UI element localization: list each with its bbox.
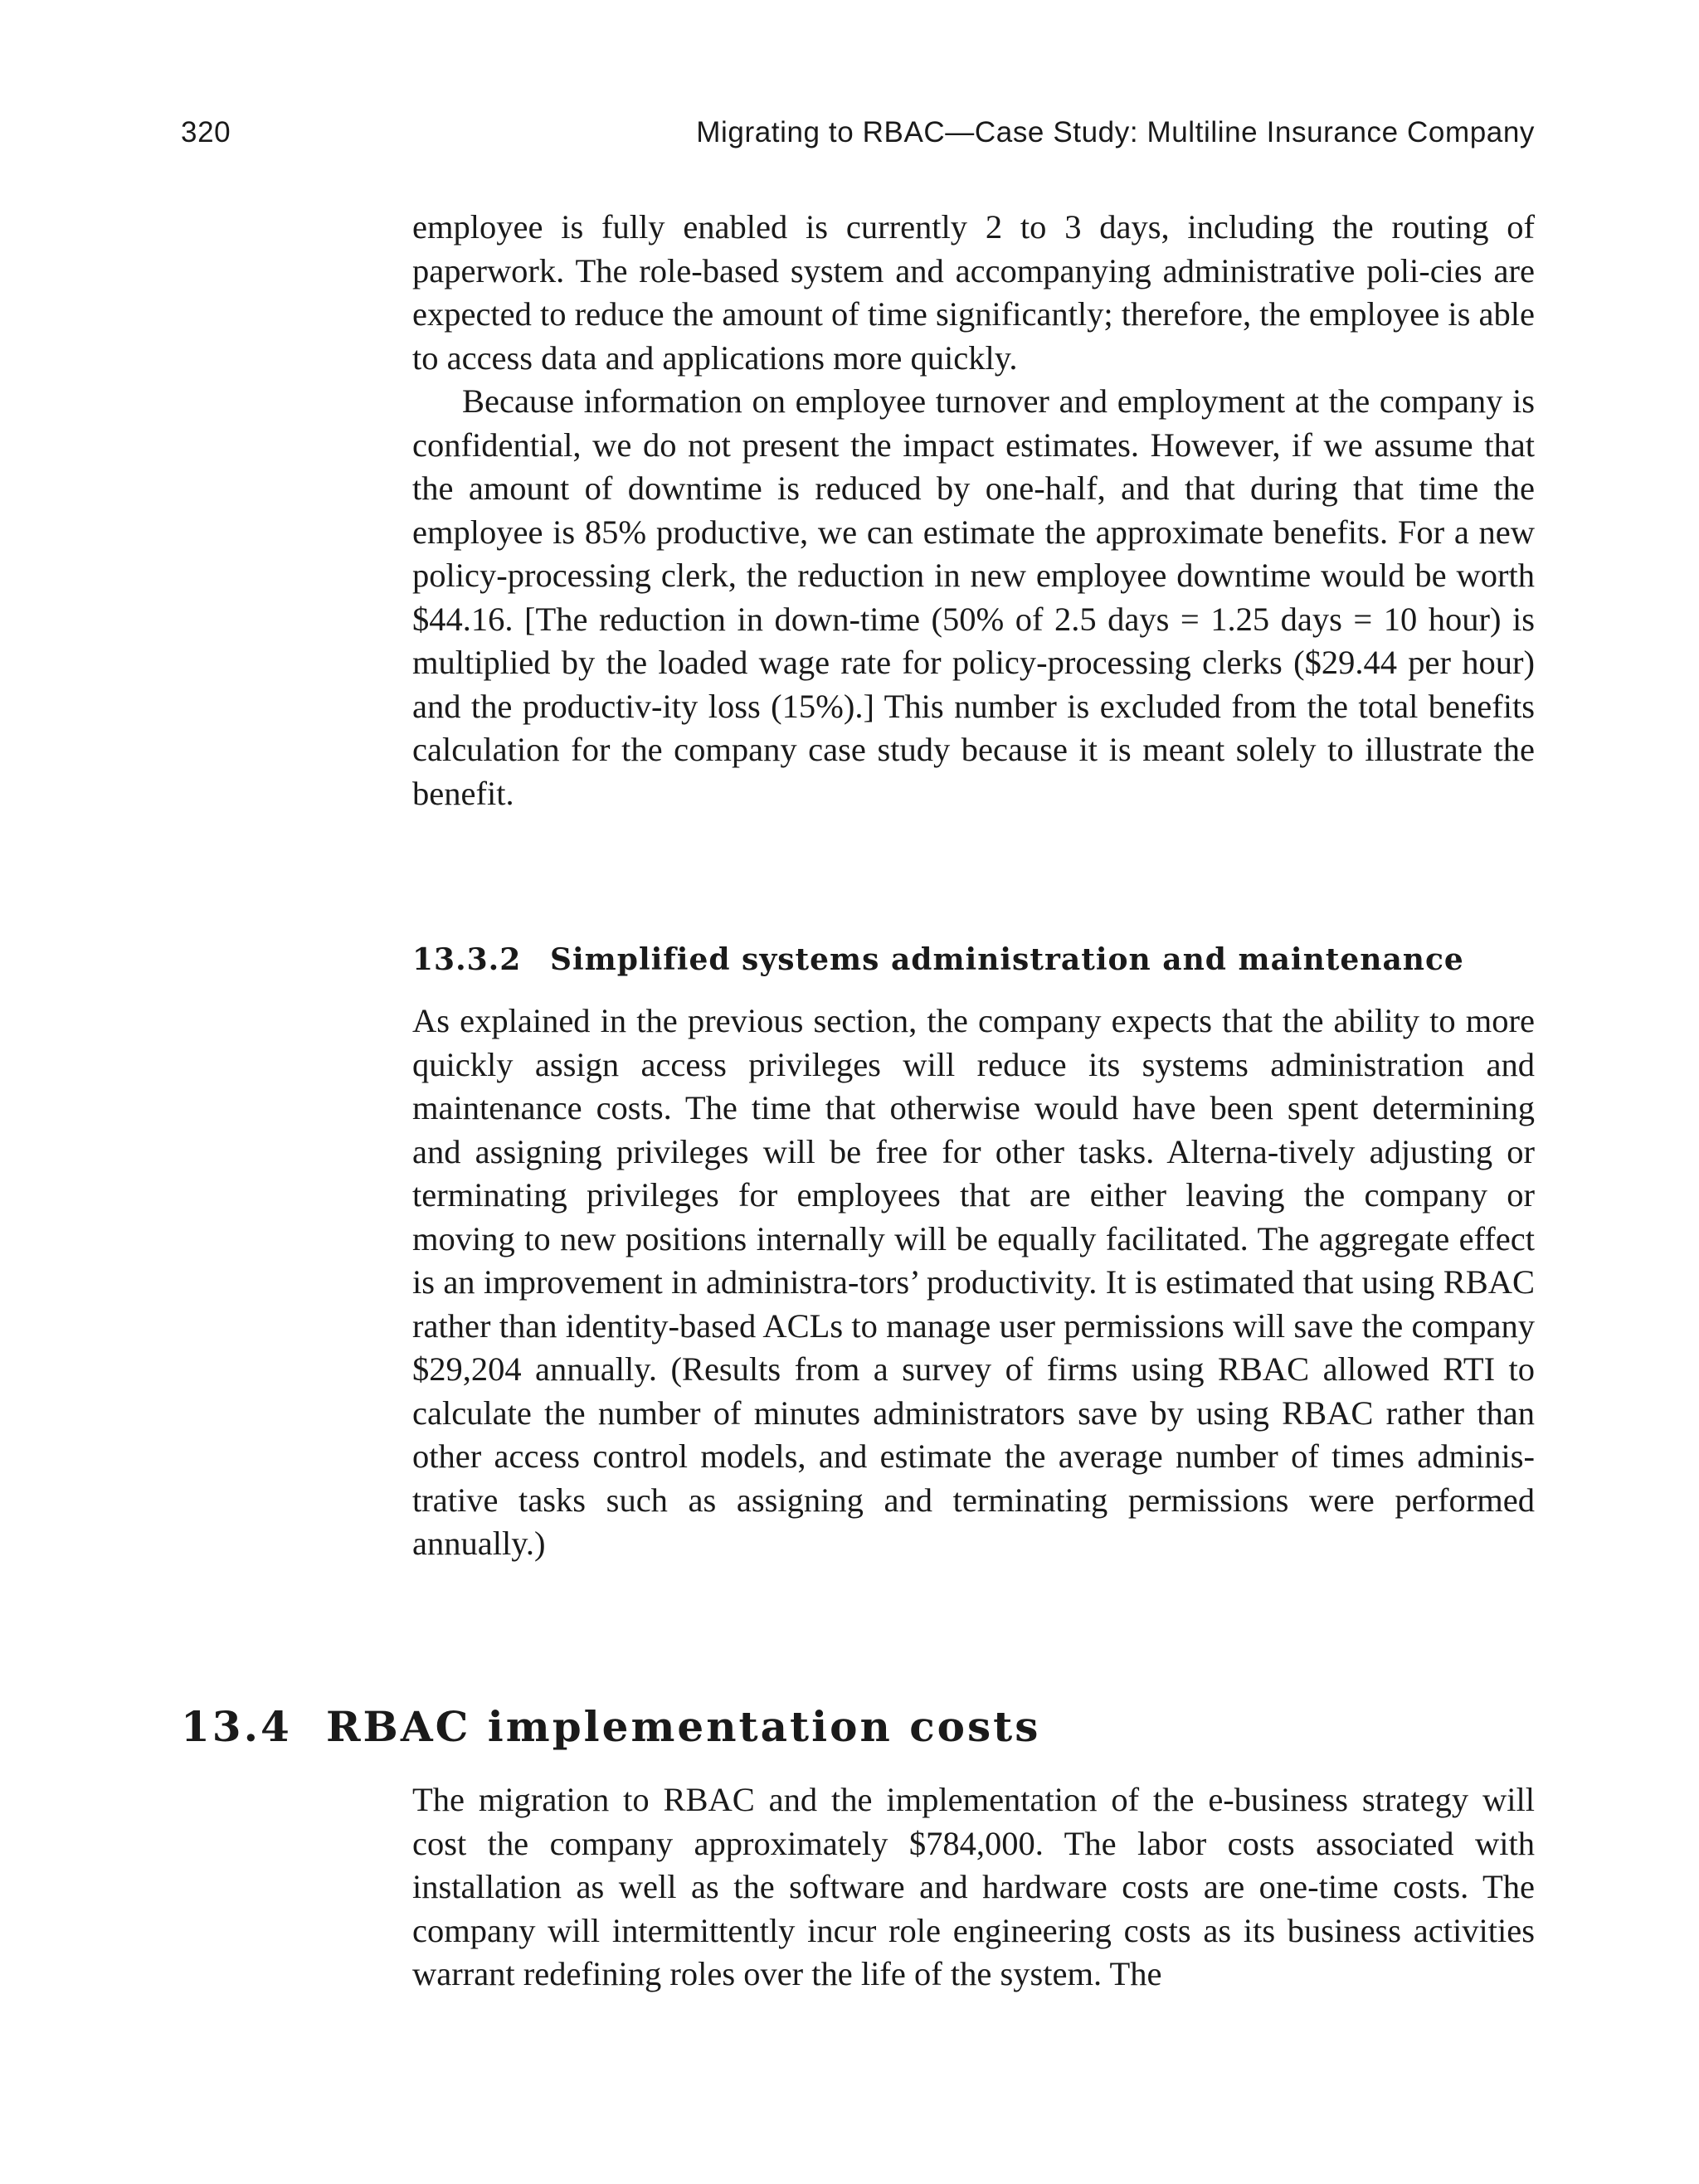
subsection-heading [412, 942, 1535, 977]
subsection-number: 13.3.2 [412, 942, 522, 977]
text-block-intro [412, 206, 1535, 815]
section-title: RBAC implementation costs [326, 1702, 1041, 1751]
page-number: 320 [181, 116, 231, 148]
section-number: 13.4 [181, 1702, 292, 1751]
section-heading [181, 1702, 1535, 1751]
paragraph-admin-maintenance: As explained in the previous section, the company expects that the ability to more quickly assign access privileges will reduce its systems administration and maintenance costs. The time that otherwise would have been spent determining and assigning privileges will be free for other tasks. Alterna-tively adjusting or terminating privileges for employees that are either leaving the company or moving to new positions internally will be equally facilitated. The aggregate effect is an improvement in administra-tors’ productivity. It is estimated that using RBAC rather than identity-based ACLs to manage user permissions will save the company $29,204 annually. (Results from a survey of firms using RBAC allowed RTI to calculate the number of minutes administrators save by using RBAC rather than other access control models, and estimate the average number of times adminis-trative tasks such as assigning and terminating permissions were performed annually.) [412, 1002, 1535, 1562]
paragraph-turnover-benefits: Because information on employee turnover and employment at the company is confidential, we do not present the impact estimates. However, if we assume that the amount of downtime is reduced by one-half, and that during that time the employee is 85% productive, we can estimate the approximate benefits. For a new policy-processing clerk, the reduction in new employee downtime would be worth $44.16. [The reduction in down-time (50% of 2.5 days = 1.25 days = 10 hour) is multiplied by the loaded wage rate for policy-processing clerks ($29.44 per hour) and the productiv-ity loss (15%).] This number is excluded from the total benefits calculation for the company case study because it is meant solely to illustrate the benefit. [412, 382, 1535, 812]
subsection-title: Simplified systems administration and maintenance [550, 942, 1464, 977]
text-block-costs [412, 1778, 1535, 1997]
running-head [181, 116, 1535, 158]
paragraph-implementation-costs: The migration to RBAC and the implementation of the e-business strategy will cost the company approximately $784,000. The labor costs associated with installation as well as the software and hardware costs are one-time costs. The company will intermittently incur role engineering costs as its business activities warrant redefining roles over the life of the system. The [412, 1781, 1535, 1992]
text-block-admin [412, 1000, 1535, 1566]
running-title: Migrating to RBAC—Case Study: Multiline Insurance Company [696, 116, 1535, 148]
paragraph-continuation: employee is fully enabled is currently 2 to 3 days, including the routing of paperwork. The role-based system and accompanying administrative poli-cies are expected to reduce the amount of time significantly; therefore, the employee is able to access data and applications more quickly. [412, 208, 1535, 377]
